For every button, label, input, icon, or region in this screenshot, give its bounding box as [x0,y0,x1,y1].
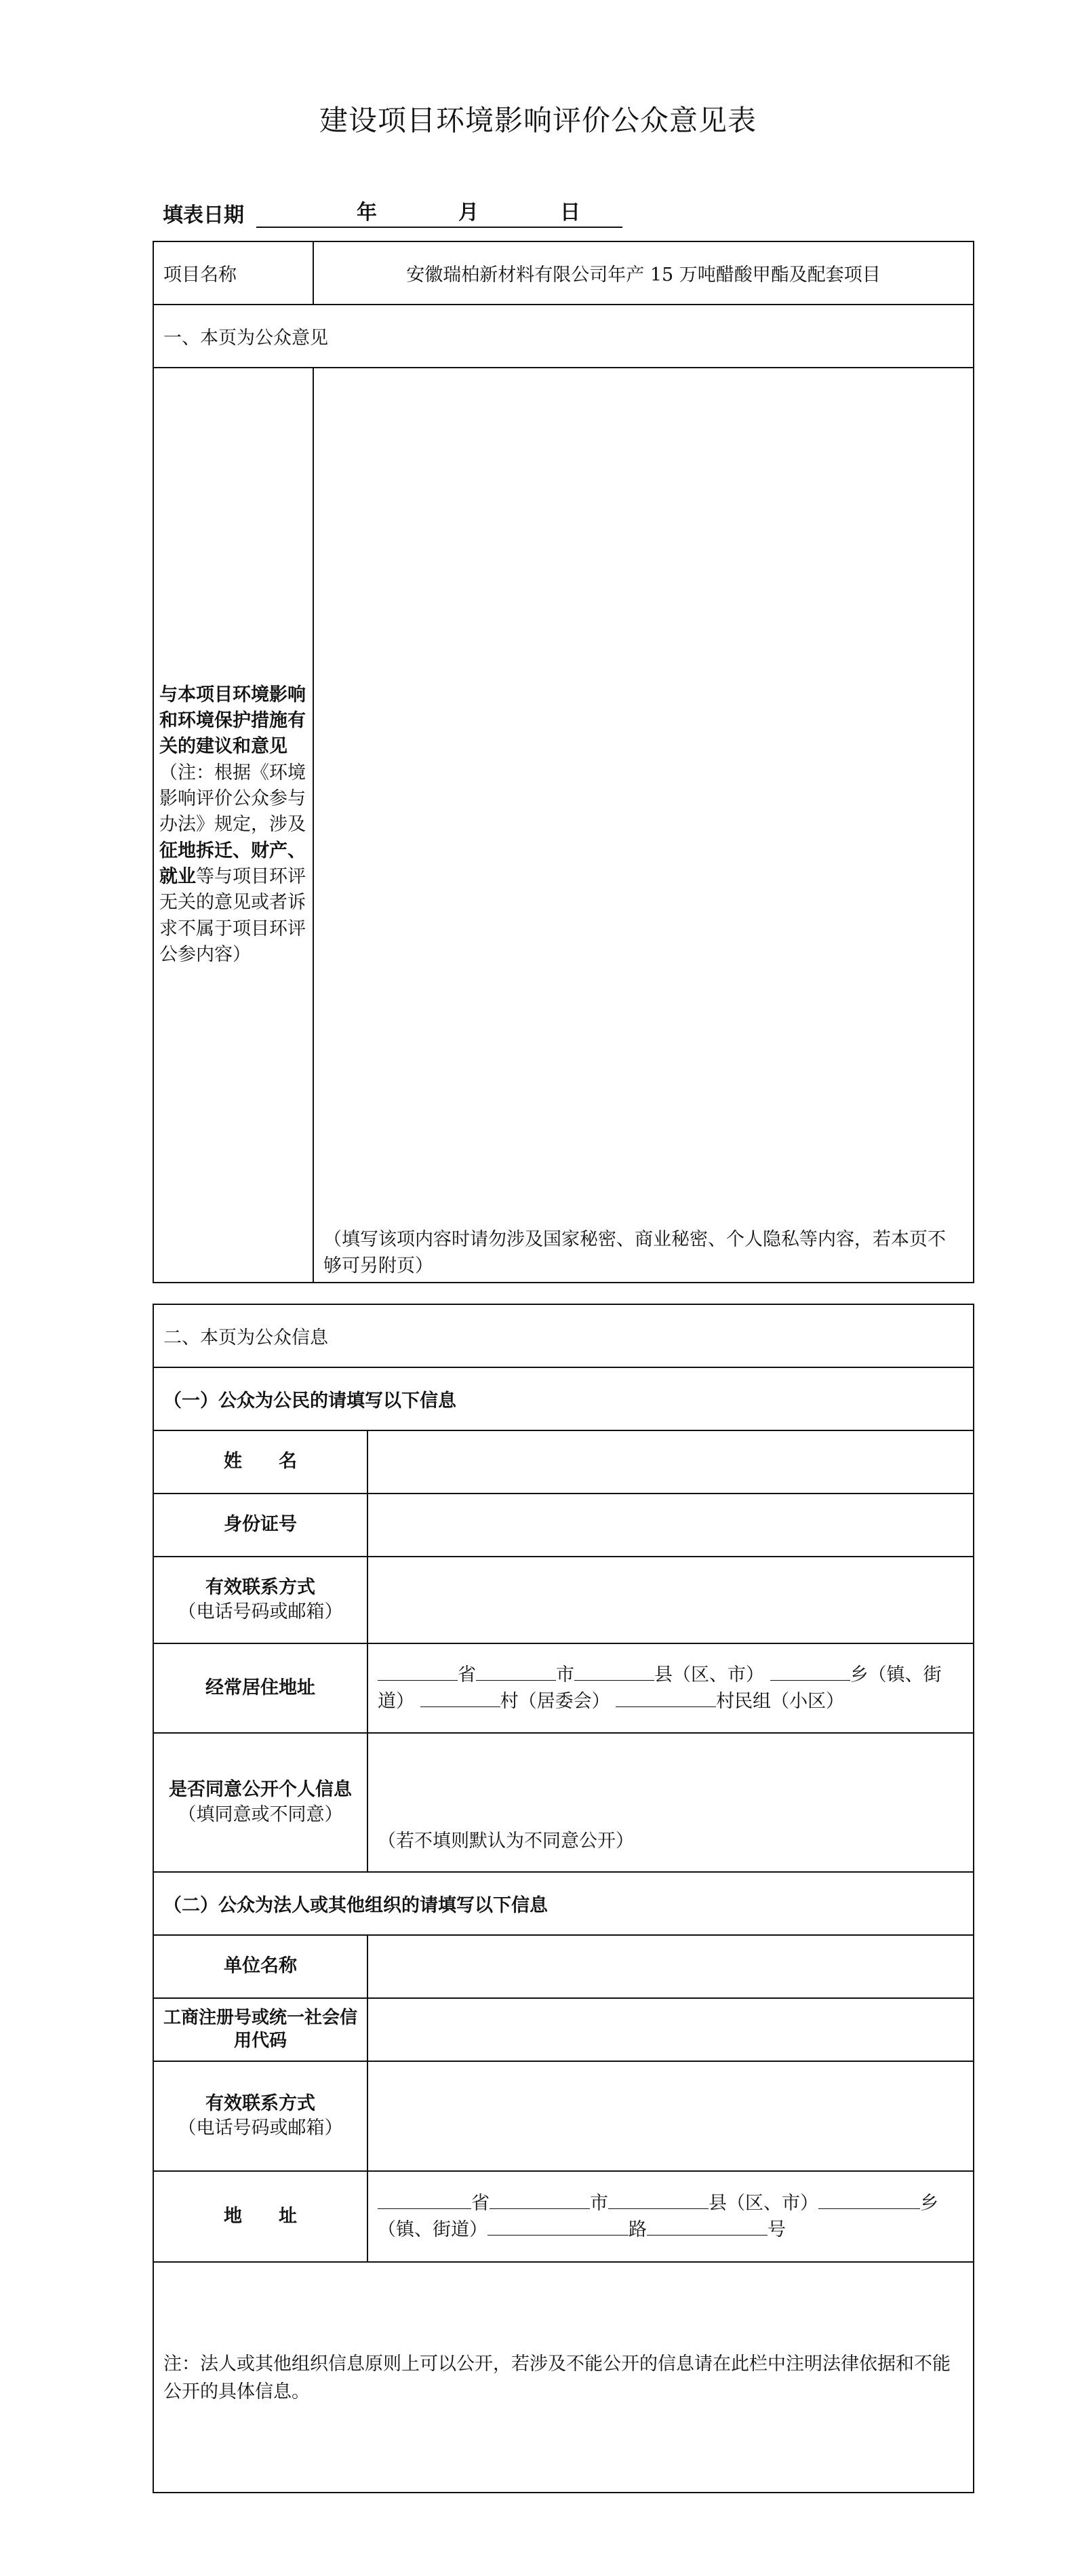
registration-code-field[interactable] [367,1998,974,2061]
addr-county: 县（区、市） [654,1664,764,1685]
contact-field[interactable] [367,1557,974,1643]
opinion-table [153,241,974,1283]
section-public-info: 二、本页为公众信息 [153,1304,974,1367]
org-addr-county: 县（区、市） [709,2192,818,2214]
contact-label [153,1557,367,1643]
organization-subsection: （二）公众为法人或其他组织的请填写以下信息 [153,1872,974,1935]
public-info-table [153,1304,974,2493]
fill-date-year: 年 [357,201,377,225]
opinion-instructions-text-1: （注：根据《环境影响评价公众参与办法》规定，涉及 [159,762,306,836]
contact-label-sub: （电话号码或邮箱） [178,1601,343,1622]
org-name-label: 单位名称 [153,1935,367,1998]
org-addr-township: 乡 [920,2192,938,2214]
fill-date-row [163,198,622,228]
fill-date-field[interactable] [256,203,622,228]
blank-group[interactable] [616,1692,716,1707]
project-name-value: 安徽瑞柏新材料有限公司年产 15 万吨醋酸甲酯及配套项目 [313,241,974,305]
opinion-instructions-bold-2: 征地拆迁、财产、就业 [159,840,306,887]
contact-label-main: 有效联系方式 [205,1576,315,1598]
org-addr-city: 市 [590,2192,608,2214]
blank-village[interactable] [420,1692,500,1707]
citizen-subsection: （一）公众为公民的请填写以下信息 [153,1367,974,1430]
opinion-instructions-bold-1: 与本项目环境影响和环境保护措施有关的建议和意见 [159,684,306,758]
id-number-label: 身份证号 [153,1494,367,1557]
addr-group: 村民组（小区） [716,1691,845,1712]
name-field[interactable] [367,1430,974,1494]
residence-label: 经常居住地址 [153,1643,367,1733]
blank-org-county[interactable] [608,2193,709,2209]
org-address-label: 地 址 [153,2171,367,2262]
residence-address-field[interactable] [367,1643,974,1733]
section-public-opinion: 一、本页为公众意见 [153,305,974,368]
org-addr-number: 号 [768,2219,786,2240]
org-addr-province: 省 [471,2192,490,2214]
blank-province[interactable] [378,1665,458,1681]
id-number-field[interactable] [367,1494,974,1557]
disclose-label [153,1733,367,1872]
project-name-label: 项目名称 [153,241,313,305]
disclose-label-sub: （填同意或不同意） [178,1803,343,1825]
fill-date-day: 日 [560,201,580,225]
org-addr-town: （镇、街道） [378,2219,487,2240]
addr-city: 市 [556,1664,574,1685]
opinion-privacy-note: （填写该项内容时请勿涉及国家秘密、商业秘密、个人隐私等内容，若本页不够可另附页） [323,1228,946,1276]
name-label: 姓 名 [153,1430,367,1494]
blank-township[interactable] [770,1665,850,1681]
page-title: 建设项目环境影响评价公众意见表 [319,104,757,137]
fill-date-month: 月 [458,201,479,225]
addr-province: 省 [458,1664,476,1685]
org-disclosure-note: 注：法人或其他组织信息原则上可以公开，若涉及不能公开的信息请在此栏中注明法律依据和不能公开的具体信息。 [163,2354,951,2402]
disclose-field[interactable] [367,1733,974,1872]
opinion-input-area[interactable] [313,368,974,1283]
blank-county[interactable] [574,1665,654,1681]
addr-township: 乡（镇、街道） [378,1664,942,1712]
blank-org-province[interactable] [378,2193,471,2209]
org-address-field[interactable] [367,2171,974,2262]
org-addr-road: 路 [629,2219,647,2240]
blank-org-township[interactable] [818,2193,920,2209]
org-disclosure-note-cell[interactable] [153,2262,974,2493]
org-contact-label [153,2061,367,2171]
fill-date-label: 填表日期 [163,203,244,227]
org-contact-label-main: 有效联系方式 [205,2092,315,2114]
addr-village: 村（居委会） [500,1691,610,1712]
blank-org-number[interactable] [647,2220,768,2236]
disclose-label-main: 是否同意公开个人信息 [169,1779,352,1801]
blank-org-city[interactable] [490,2193,590,2209]
org-contact-field[interactable] [367,2061,974,2171]
opinion-instructions-text-2: 等与项目环评无关的意见或者诉求不属于项目环评公参内容） [159,865,306,965]
registration-code-label: 工商注册号或统一社会信用代码 [153,1998,367,2061]
org-contact-label-sub: （电话号码或邮箱） [178,2118,343,2139]
blank-org-road[interactable] [487,2220,629,2236]
org-name-field[interactable] [367,1935,974,1998]
blank-city[interactable] [476,1665,556,1681]
opinion-instructions [153,368,313,1283]
disclose-default-note: （若不填则默认为不同意公开） [378,1831,634,1852]
